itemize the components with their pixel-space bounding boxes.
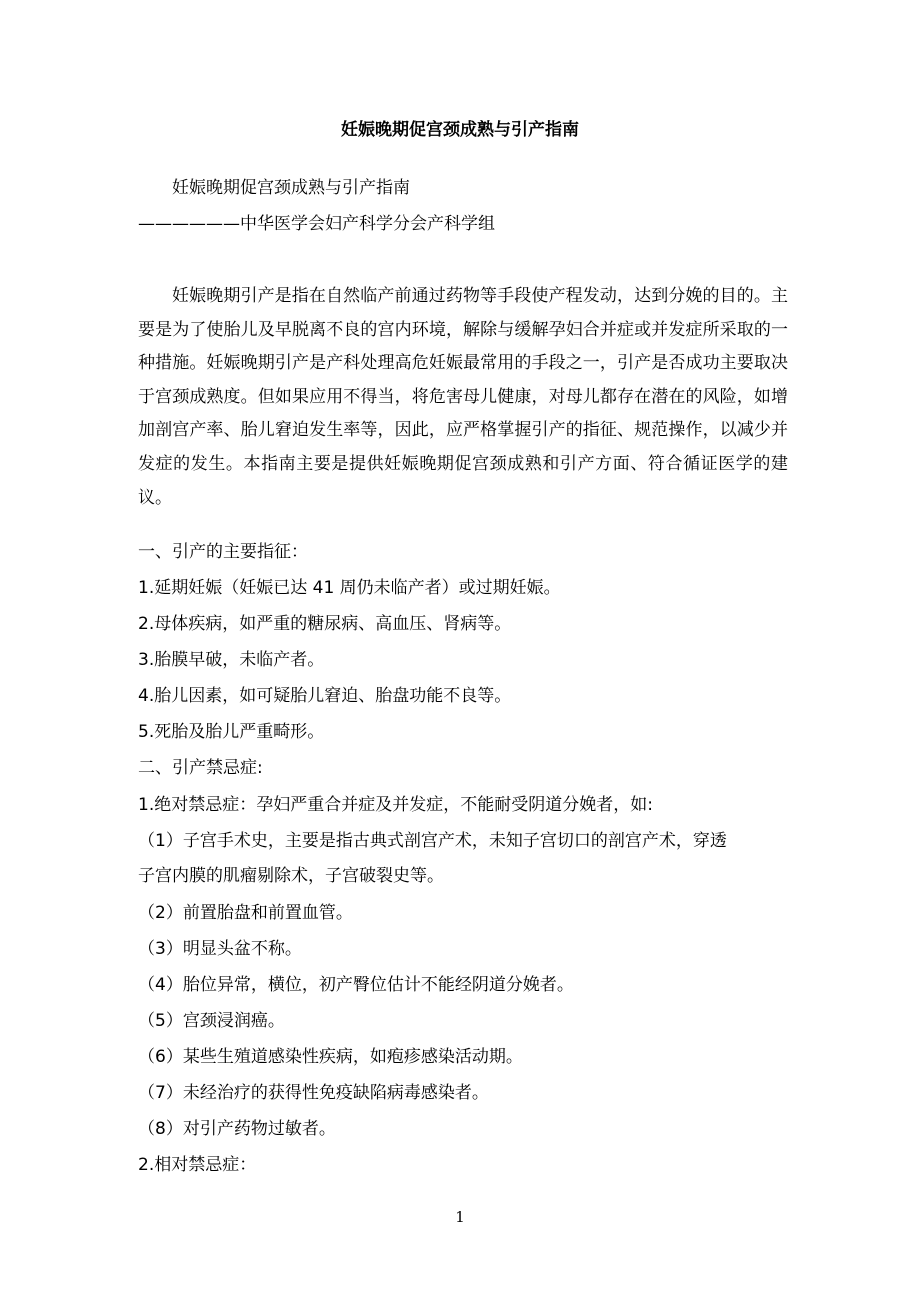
contraindication-item: （7）未经治疗的获得性免疫缺陷病毒感染者。 <box>138 1083 489 1103</box>
author-line: ——————中华医学会妇产科学分会产科学组 <box>138 214 495 234</box>
document-subtitle: 妊娠晚期促宫颈成熟与引产指南 <box>172 178 410 198</box>
contraindication-item: （2）前置胎盘和前置血管。 <box>138 903 353 923</box>
indication-item: 5.死胎及胎儿严重畸形。 <box>138 722 325 742</box>
absolute-contraindication-heading: 1.绝对禁忌症：孕妇严重合并症及并发症，不能耐受阴道分娩者，如: <box>138 795 653 815</box>
contraindication-item: （3）明显头盆不称。 <box>138 939 302 959</box>
contraindication-item: （1）子宫手术史，主要是指古典式剖宫产术，未知子宫切口的剖宫产术，穿透 <box>138 831 727 851</box>
indication-item: 1.延期妊娠（妊娠已达 41 周仍未临产者）或过期妊娠。 <box>138 578 561 598</box>
page-number: 1 <box>455 1208 465 1226</box>
contraindication-item-continuation: 子宫内膜的肌瘤剔除术，子宫破裂史等。 <box>138 866 444 886</box>
contraindication-item: （6）某些生殖道感染性疾病，如疱疹感染活动期。 <box>138 1047 523 1067</box>
relative-contraindication-heading: 2.相对禁忌症： <box>138 1155 257 1175</box>
section1-heading: 一、引产的主要指征： <box>138 542 308 562</box>
contraindication-item: （5）宫颈浸润癌。 <box>138 1011 285 1031</box>
document-title: 妊娠晚期促宫颈成熟与引产指南 <box>341 120 579 140</box>
indication-item: 4.胎儿因素，如可疑胎儿窘迫、胎盘功能不良等。 <box>138 686 512 706</box>
indication-item: 2.母体疾病，如严重的糖尿病、高血压、肾病等。 <box>138 614 512 634</box>
intro-paragraph: 妊娠晚期引产是指在自然临产前通过药物等手段使产程发动，达到分娩的目的。主要是为了使胎儿及早脱离不良的宫内环境，解除与缓解孕妇合并症或并发症所采取的一种措施。妊娠晚期引产是产科处理高危妊娠最常用的手段之一，引产是否成功主要取决于宫颈成熟度。但如果应用不得当，将危害母儿健康，对母儿都存在潜在的风险，如增加剖宫产率、胎儿窘迫发生率等，因此，应严格掌握引产的指征、规范操作，以减少并发症的发生。本指南主要是提供妊娠晚期促宫颈成熟和引产方面、符合循证医学的建议。 <box>138 286 788 508</box>
contraindication-item: （8）对引产药物过敏者。 <box>138 1119 336 1139</box>
contraindication-item: （4）胎位异常，横位，初产臀位估计不能经阴道分娩者。 <box>138 975 574 995</box>
indication-item: 3.胎膜早破，未临产者。 <box>138 650 325 670</box>
section2-heading: 二、引产禁忌症: <box>138 758 263 778</box>
